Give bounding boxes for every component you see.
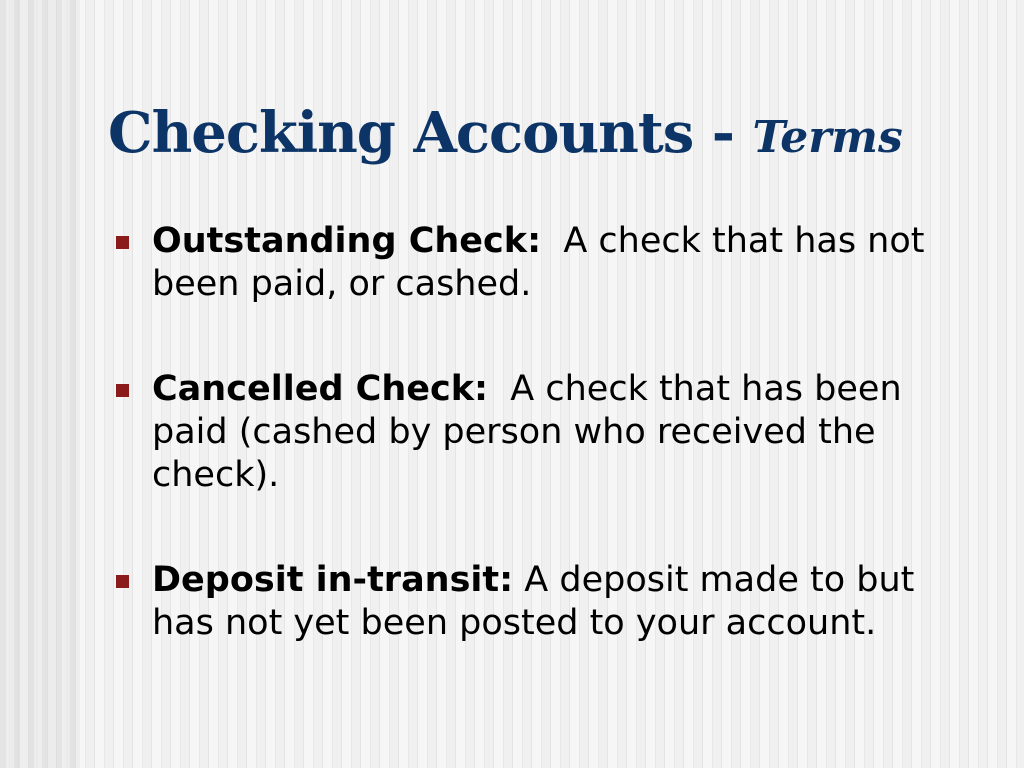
title-text: Checking Accounts - <box>108 100 753 166</box>
term-label: Outstanding Check: <box>152 221 542 261</box>
bullet-list <box>114 220 974 645</box>
term-label: Deposit in-transit: <box>152 560 514 600</box>
square-bullet-icon <box>116 575 129 588</box>
title-emphasis: Terms <box>752 112 903 163</box>
term-label: Cancelled Check: <box>152 369 489 409</box>
bullet-item-outstanding-check <box>114 220 974 306</box>
term-definition: A check that has been paid (cashed by person who received the check). <box>152 369 913 495</box>
background-stripes <box>0 0 80 768</box>
slide-title <box>108 100 1008 166</box>
square-bullet-icon <box>116 384 129 397</box>
term-definition: A deposit made to but has not yet been posted to your account. <box>152 560 926 643</box>
square-bullet-icon <box>116 236 129 249</box>
term-definition: A check that has not been paid, or cashed. <box>152 221 936 304</box>
bullet-item-cancelled-check <box>114 368 974 497</box>
bullet-item-deposit-in-transit <box>114 559 974 645</box>
